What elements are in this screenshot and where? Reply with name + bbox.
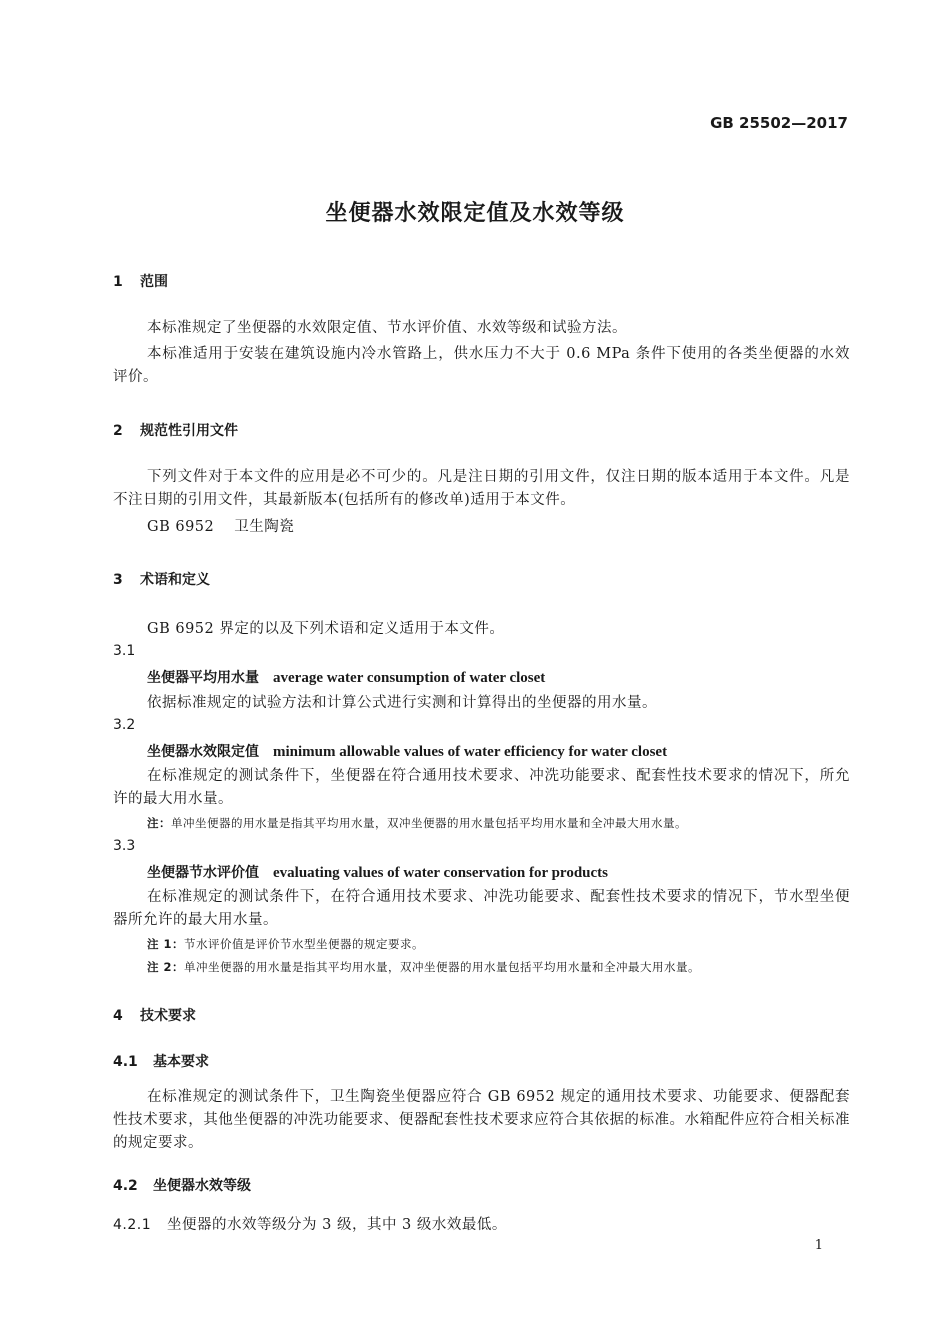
term-definition: 在标准规定的测试条件下，坐便器在符合通用技术要求、冲洗功能要求、配套性技术要求的情况下，所允许的最大用水量。 (113, 768, 850, 807)
note-text: 单冲坐便器的用水量是指其平均用水量，双冲坐便器的用水量包括平均用水量和全冲最大用水量。 (171, 816, 687, 830)
clause-4-2-1 (113, 1213, 507, 1234)
section-number: 4.2 (113, 1178, 138, 1194)
section-title: 坐便器水效等级 (153, 1178, 251, 1194)
section-2-heading (113, 420, 238, 440)
term-english: evaluating values of water conservation for products (273, 865, 608, 881)
reference-code: GB 6952 (147, 519, 215, 535)
page-number: 1 (814, 1238, 823, 1253)
paragraph: GB 6952 界定的以及下列术语和定义适用于本文件。 (147, 621, 505, 637)
section-title: 术语和定义 (140, 572, 210, 588)
paragraph: 本标准适用于安装在建筑设施内冷水管路上，供水压力不大于 0.6 MPa 条件下使用的各类坐便器的水效评价。 (113, 346, 850, 385)
term-chinese: 坐便器节水评价值 (147, 865, 259, 881)
note-label: 注： (147, 816, 171, 830)
note-label: 注 2： (147, 960, 185, 974)
section-title: 范围 (140, 274, 168, 290)
term-chinese: 坐便器水效限定值 (147, 744, 259, 760)
term-number: 3.1 (113, 643, 136, 659)
term-definition: 在标准规定的测试条件下，在符合通用技术要求、冲洗功能要求、配套性技术要求的情况下，节水型坐便器所允许的最大用水量。 (113, 889, 850, 928)
section-number: 2 (113, 423, 123, 439)
note (147, 936, 424, 952)
note (147, 815, 687, 831)
paragraph: 本标准规定了坐便器的水效限定值、节水评价值、水效等级和试验方法。 (147, 320, 627, 336)
clause-number: 4.2.1 (113, 1217, 152, 1233)
section-1-heading (113, 271, 168, 291)
term-number: 3.2 (113, 717, 136, 733)
standard-number: GB 25502—2017 (710, 114, 848, 132)
term-heading (147, 667, 545, 687)
section-4-heading (113, 1005, 196, 1025)
term-chinese: 坐便器平均用水量 (147, 670, 259, 686)
term-number: 3.3 (113, 838, 136, 854)
section-title: 规范性引用文件 (140, 423, 238, 439)
normative-reference (147, 515, 294, 536)
reference-title: 卫生陶瓷 (234, 519, 295, 535)
note-text: 节水评价值是评价节水型坐便器的规定要求。 (184, 937, 425, 951)
section-4-1-heading (113, 1051, 209, 1071)
note-text: 单冲坐便器的用水量是指其平均用水量，双冲坐便器的用水量包括平均用水量和全冲最大用水量。 (184, 960, 701, 974)
note-label: 注 1： (147, 937, 185, 951)
term-english: average water consumption of water closet (273, 670, 546, 686)
section-title: 技术要求 (140, 1008, 196, 1024)
term-heading (147, 862, 608, 882)
clause-text: 坐便器的水效等级分为 3 级，其中 3 级水效最低。 (167, 1217, 507, 1233)
term-english: minimum allowable values of water efficiency for water closet (273, 744, 668, 760)
paragraph: 在标准规定的测试条件下，卫生陶瓷坐便器应符合 GB 6952 规定的通用技术要求、功能要求、便器配套性技术要求，其他坐便器的冲洗功能要求、便器配套性技术要求应符合其依据的标准。水箱配件应符合相关标准的规定要求。 (113, 1089, 850, 1151)
section-number: 1 (113, 274, 123, 290)
section-number: 3 (113, 572, 123, 588)
section-number: 4.1 (113, 1054, 138, 1070)
note (147, 959, 700, 975)
section-title: 基本要求 (153, 1054, 209, 1070)
section-number: 4 (113, 1008, 123, 1024)
document-title: 坐便器水效限定值及水效等级 (325, 201, 625, 226)
paragraph: 下列文件对于本文件的应用是必不可少的。凡是注日期的引用文件，仅注日期的版本适用于本文件。凡是不注日期的引用文件，其最新版本(包括所有的修改单)适用于本文件。 (113, 469, 850, 508)
section-3-heading (113, 569, 210, 589)
term-definition: 依据标准规定的试验方法和计算公式进行实测和计算得出的坐便器的用水量。 (147, 695, 657, 711)
section-4-2-heading (113, 1175, 251, 1195)
term-heading (147, 741, 667, 761)
